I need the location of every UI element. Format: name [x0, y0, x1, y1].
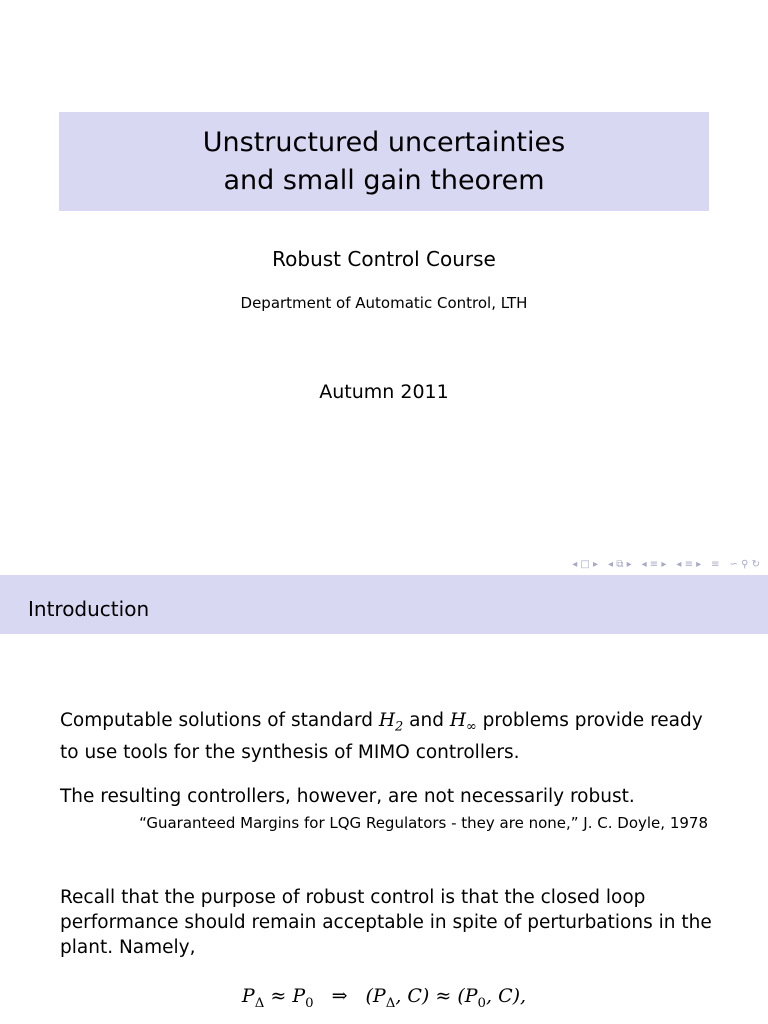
presentation-date: Autumn 2011	[319, 381, 449, 403]
beamer-navigation-bar	[572, 556, 760, 572]
perturbation-formula: $P_\Delta \approx P_0$ ⇒ ($P_\Delta$, $C) \approx (P_0$, C),	[241, 985, 527, 1011]
slide-title-line-2: and small gain theorem	[223, 164, 545, 196]
paragraph-robust-purpose: Recall that the purpose of robust control is that the closed loop performance should remain acceptable in spite of perturbations in the plant. Namely,	[60, 887, 712, 958]
nav-subsection-icon[interactable]: ◂ ⧉ ▸	[608, 558, 632, 570]
course-name: Robust Control Course	[272, 247, 496, 271]
title-box	[59, 112, 709, 211]
hinf-symbol: $H_\infty$	[449, 710, 477, 735]
nav-subsubsection-icon[interactable]: ◂ ≡ ▸	[676, 558, 702, 570]
implies-symbol: ⇒	[331, 985, 348, 1007]
p1-and: and	[403, 710, 450, 731]
nav-align-icon[interactable]: ≡	[711, 558, 720, 570]
p1-text-a: Computable solutions of standard	[60, 710, 379, 731]
nav-search-icon[interactable]: ∽ ⚲ ↻	[729, 558, 760, 570]
department-name: Department of Automatic Control, LTH	[240, 294, 528, 312]
nav-section-icon[interactable]: ◂ ≡ ▸	[641, 558, 667, 570]
doyle-citation: “Guaranteed Margins for LQG Regulators - they are none,” J. C. Doyle, 1978	[139, 814, 708, 832]
p1-text-b: problems provide ready to use tools for the synthesis of MIMO controllers.	[60, 710, 703, 763]
paragraph-not-robust: The resulting controllers, however, are not necessarily robust.	[60, 786, 635, 807]
h2-symbol: $H_2$	[378, 710, 404, 735]
slide-title-line-1: Unstructured uncertainties	[202, 126, 566, 158]
paragraph-h2-hinf	[60, 708, 720, 765]
frame-title: Introduction	[28, 597, 150, 621]
nav-frame-icon[interactable]: ◂ □ ▸	[572, 558, 599, 570]
